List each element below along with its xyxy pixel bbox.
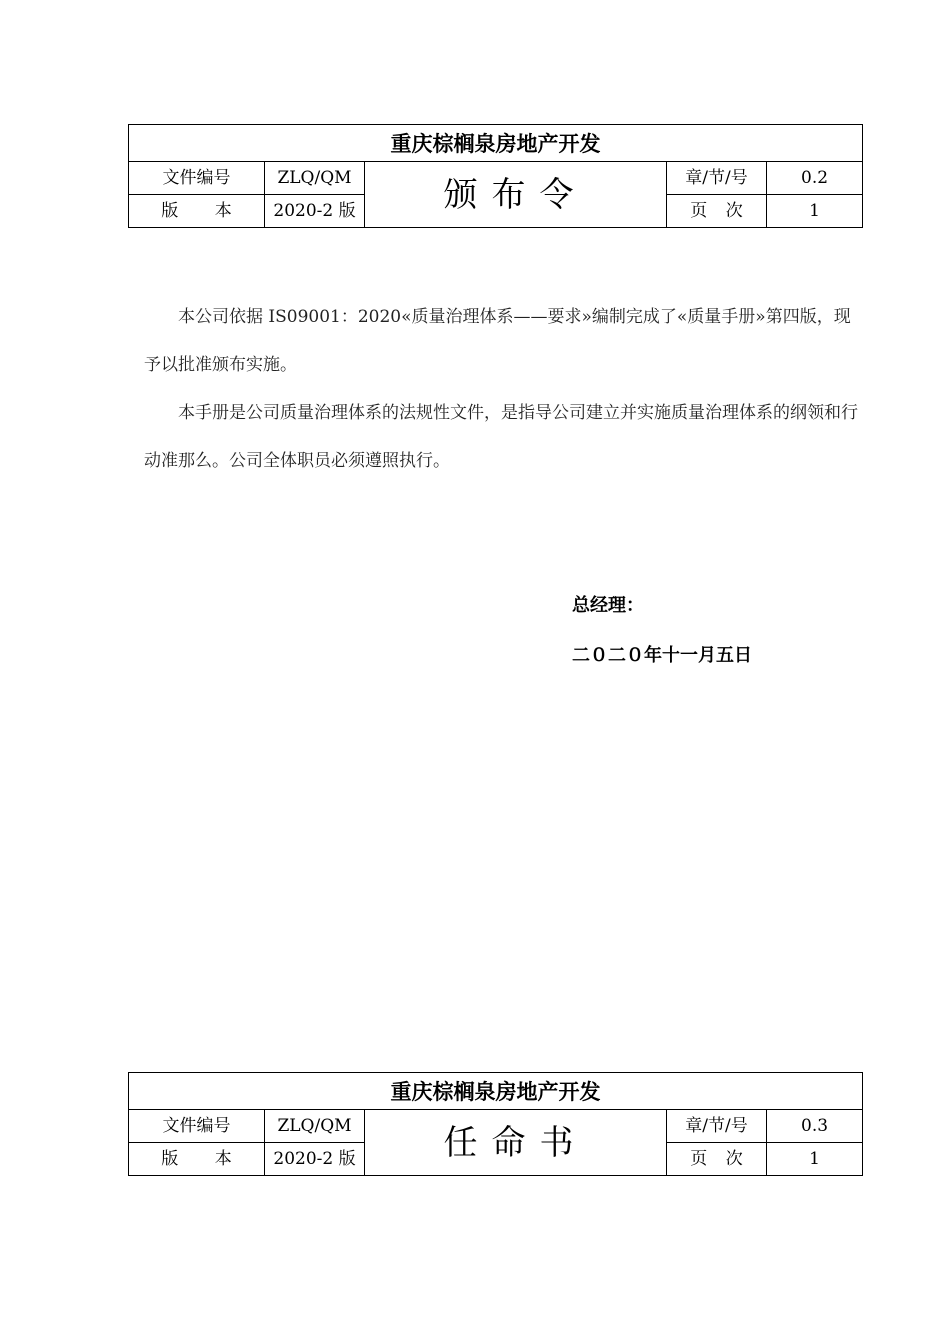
page-value: 1 [767,1143,863,1176]
version-label [129,195,265,228]
decree-body [144,293,864,485]
section-label: 章/节/号 [667,162,767,195]
page-label [667,195,767,228]
document-title: 颁布令 [365,162,667,228]
company-name: 重庆棕榈泉房地产开发 [129,125,863,162]
decree-paragraph-2: 本手册是公司质量治理体系的法规性文件，是指导公司建立并实施质量治理体系的纲领和行动准那么。公司全体职员必须遵照执行。 [144,403,858,471]
company-name: 重庆棕榈泉房地产开发 [129,1073,863,1110]
page-label-char-1: 页 [690,200,708,221]
document-header-table [128,124,863,228]
document-title: 任命书 [365,1110,667,1176]
version-label-char-2: 本 [214,1148,232,1169]
page-label-char-2: 次 [725,200,743,221]
version-label-char-1: 版 [161,1148,179,1169]
signature-title: 总经理： [572,595,644,616]
version-value: 2020-2 版 [265,195,365,228]
signature-date: 二０二０年十一月五日 [572,645,752,666]
version-value: 2020-2 版 [265,1143,365,1176]
version-label-char-2: 本 [214,200,232,221]
doc-number-label: 文件编号 [129,162,265,195]
doc-number-value: ZLQ/QM [265,1110,365,1143]
page-value: 1 [767,195,863,228]
page-label [667,1143,767,1176]
page-label-char-2: 次 [725,1148,743,1169]
version-label [129,1143,265,1176]
doc-number-label: 文件编号 [129,1110,265,1143]
section-value: 0.3 [767,1110,863,1143]
page-label-char-1: 页 [690,1148,708,1169]
version-label-char-1: 版 [161,200,179,221]
decree-paragraph-1: 本公司依据 IS09001：2020«质量治理体系——要求»编制完成了«质量手册»第四版，现予以批准颁布实施。 [144,307,851,375]
section-label: 章/节/号 [667,1110,767,1143]
document-header-table [128,1072,863,1176]
doc-number-value: ZLQ/QM [265,162,365,195]
section-value: 0.2 [767,162,863,195]
